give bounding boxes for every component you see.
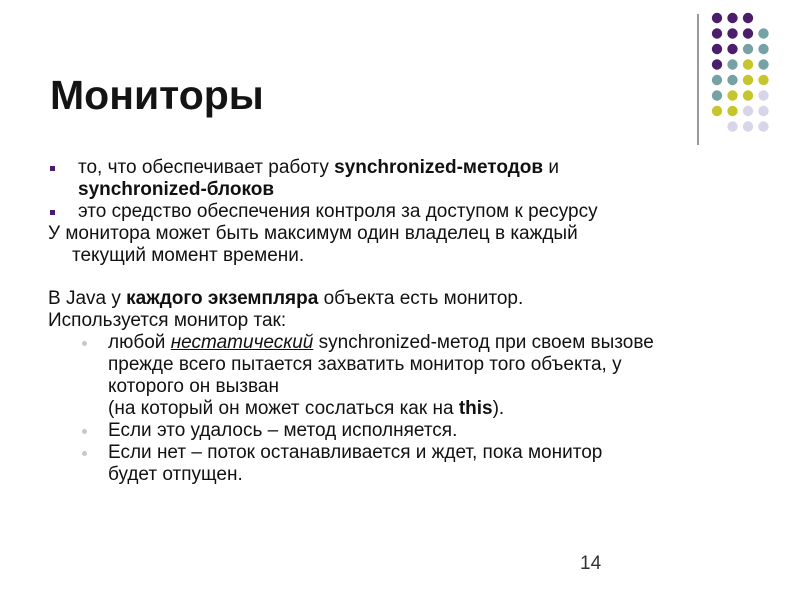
paragraph-text-end: объекта есть монитор.: [318, 288, 524, 309]
decorative-dot: [712, 44, 722, 54]
sub-bullet-1-line-3: которого он вызван: [108, 376, 279, 397]
decorative-dot: [727, 121, 737, 131]
bullet-item-1-continued: [48, 179, 768, 201]
decorative-dot: [743, 59, 753, 69]
decorative-dot: [712, 90, 722, 100]
round-bullet-icon: [82, 451, 87, 456]
decorative-dot: [712, 59, 722, 69]
decorative-dot: [758, 75, 768, 85]
decorative-dot: [727, 90, 737, 100]
vertical-divider-line: [697, 14, 699, 145]
decorative-dot: [743, 28, 753, 38]
sub-bullet-text: любой: [108, 332, 171, 353]
decorative-dot: [758, 44, 768, 54]
paragraph-owner-line-1: У монитора может быть максимум один владелец в каждый: [48, 223, 578, 244]
decorative-dot: [758, 121, 768, 131]
bullet-item-2: [48, 201, 768, 223]
round-bullet-icon: [82, 341, 87, 346]
decorative-dot: [727, 106, 737, 116]
paragraph-java: [48, 288, 768, 310]
decorative-dot: [712, 13, 722, 23]
decorative-dot: [743, 75, 753, 85]
sub-bullet-1-line-2: прежде всего пытается захватить монитор того объекта, у: [108, 354, 622, 375]
sub-bullet-text: Если это удалось – метод исполняется.: [108, 420, 458, 441]
decorative-dot: [758, 59, 768, 69]
decorative-dot: [758, 90, 768, 100]
decorative-dot: [727, 59, 737, 69]
decorative-dot: [712, 28, 722, 38]
decorative-dot: [712, 106, 722, 116]
bullet-text-end: и: [543, 157, 559, 178]
bullet-bold-text: synchronized-блоков: [78, 179, 275, 200]
bullet-text: это средство обеспечения контроля за доступом к ресурсу: [78, 201, 598, 222]
underlined-text: нестатический: [170, 332, 314, 353]
sub-bullet-3-line-2: будет отпущен.: [108, 464, 243, 485]
sub-bullet-text-end: synchronized-метод при своем вызове: [313, 332, 654, 353]
paragraph-usage: Используется монитор так:: [48, 310, 287, 331]
decorative-dot: [758, 106, 768, 116]
paragraph-owner-line-2: текущий момент времени.: [72, 245, 305, 266]
sub-bullet-3: [48, 442, 768, 464]
paragraph-bold-text: каждого экземпляра: [126, 288, 319, 309]
decorative-dot: [743, 13, 753, 23]
paragraph-text: В Java у: [48, 288, 127, 309]
page-number: 14: [580, 553, 602, 574]
keyword-this: this: [458, 398, 493, 419]
slide-body: [48, 157, 768, 486]
decorative-dot: [743, 90, 753, 100]
sub-bullet-text: (на который он может сослаться как на: [108, 398, 459, 419]
sub-bullet-text: Если нет – поток останавливается и ждет, пока монитор: [108, 442, 603, 463]
square-bullet-icon: [50, 166, 55, 171]
sub-bullet-text-end: ).: [492, 398, 505, 419]
decorative-dot: [727, 75, 737, 85]
round-bullet-icon: [82, 429, 87, 434]
sub-bullet-2: [48, 420, 768, 442]
bullet-bold-text: synchronized-методов: [334, 157, 544, 178]
sub-bullet-1: [48, 332, 768, 354]
spacer: [48, 267, 768, 288]
decorative-dot: [727, 28, 737, 38]
sub-bullet-1-line-4: [48, 398, 768, 420]
bullet-text: то, что обеспечивает работу: [78, 157, 335, 178]
square-bullet-icon: [50, 210, 55, 215]
decorative-dot: [743, 44, 753, 54]
decorative-dot: [743, 106, 753, 116]
decorative-dot: [727, 44, 737, 54]
decorative-dot: [758, 28, 768, 38]
bullet-item-1: [48, 157, 768, 179]
decorative-dot: [727, 13, 737, 23]
decorative-dot: [743, 121, 753, 131]
decorative-dot: [712, 75, 722, 85]
slide-title: Мониторы: [50, 72, 264, 118]
